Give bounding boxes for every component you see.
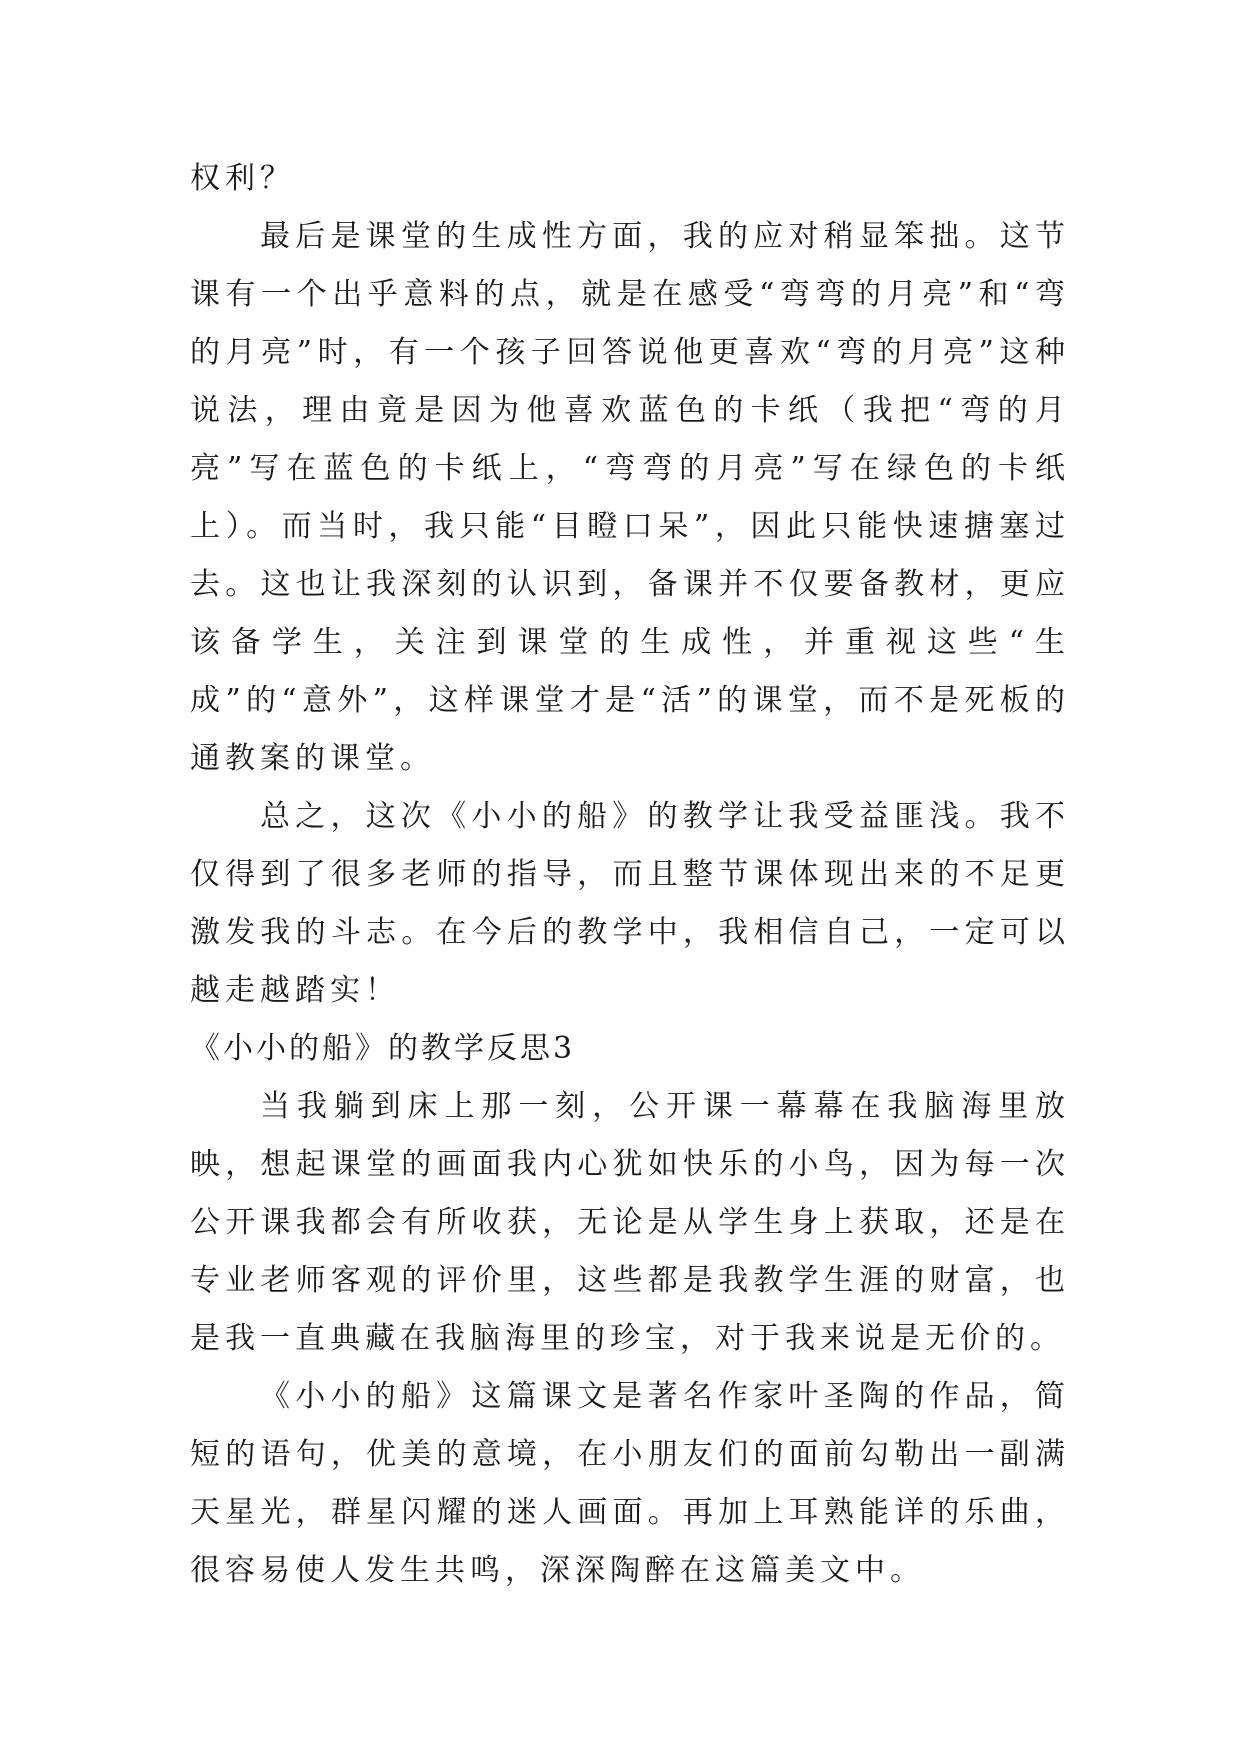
paragraph-open-class-memory: 当我躺到床上那一刻，公开课一幕幕在我脑海里放映，想起课堂的画面我内心犹如快乐的小鸟，因为每一次公开课我都会有所收获，无论是从学生身上获取，还是在专业老师客观的评价里，这些都是我教学生涯的财富，也是我一直典藏在我脑海里的珍宝，对于我来说是无价的。 xyxy=(190,1089,1070,1356)
paragraph-summary: 总之，这次《小小的船》的教学让我受益匪浅。我不仅得到了很多老师的指导，而且整节课体现出来的不足更激发我的斗志。在今后的教学中，我相信自己，一定可以越走越踏实！ xyxy=(190,799,1070,1008)
paragraph-continuation: 权利？ xyxy=(190,161,295,196)
paragraph-classroom-generation: 最后是课堂的生成性方面，我的应对稍显笨拙。这节课有一个出乎意料的点，就是在感受“弯弯的月亮”和“弯的月亮”时，有一个孩子回答说他更喜欢“弯的月亮”这种说法，理由竟是因为他喜欢蓝色的卡纸（我把“弯的月亮”写在蓝色的卡纸上，“弯弯的月亮”写在绿色的卡纸上）。而当时，我只能“目瞪口呆”，因此只能快速搪塞过去。这也让我深刻的认识到，备课并不仅要备教材，更应该备学生，关注到课堂的生成性，并重视这些“生成”的“意外”，这样课堂才是“活”的课堂，而不是死板的通教案的课堂。 xyxy=(190,219,1070,776)
document-page xyxy=(190,150,1070,1600)
section-heading: 《小小的船》的教学反思3 xyxy=(190,1031,576,1066)
paragraph-text-introduction: 《小小的船》这篇课文是著名作家叶圣陶的作品，简短的语句，优美的意境，在小朋友们的面前勾勒出一副满天星光，群星闪耀的迷人画面。再加上耳熟能详的乐曲，很容易使人发生共鸣，深深陶醉在这篇美文中。 xyxy=(190,1379,1070,1588)
